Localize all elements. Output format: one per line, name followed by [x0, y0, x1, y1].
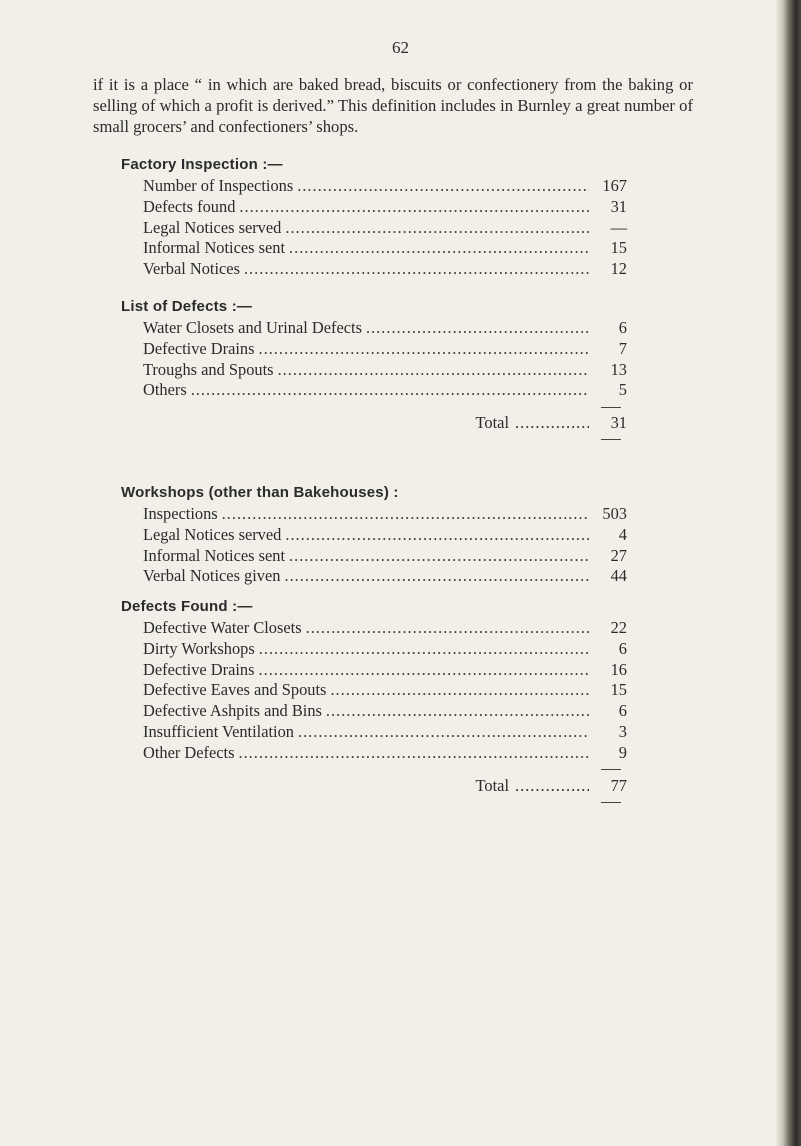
row-label: Water Closets and Urinal Defects: [143, 318, 362, 337]
row-label: Defective Drains: [143, 659, 255, 679]
table-row: [143, 680, 627, 701]
table-row: [143, 525, 627, 546]
row-label: Number of Inspections: [143, 176, 294, 195]
table-row: [143, 701, 627, 722]
row-label: Defective Water Closets: [143, 618, 302, 637]
row-label: Defective Ashpits and Bins: [143, 701, 322, 721]
row-label: Insufficient Ventilation: [143, 721, 294, 741]
leader-dots: [306, 618, 589, 639]
row-value: 6: [618, 701, 627, 721]
leader-dots: [259, 660, 590, 681]
total-value: 77: [610, 775, 627, 795]
row-value: 3: [618, 721, 627, 741]
row-label: Inspections: [143, 504, 218, 523]
row-value: 27: [610, 545, 627, 565]
row-value: 15: [610, 680, 627, 700]
leader-dots: [515, 776, 589, 797]
leader-dots: [285, 525, 589, 546]
leader-dots: [278, 360, 589, 381]
total-label: Total: [475, 413, 509, 433]
table-row: [143, 660, 627, 681]
table-row: [143, 639, 627, 660]
table-row: [143, 360, 627, 381]
row-value: 22: [610, 618, 627, 637]
table-row: [143, 566, 627, 587]
row-value: 15: [610, 238, 627, 258]
row-value: 16: [610, 659, 627, 679]
table-row: [143, 722, 627, 743]
leader-dots: [289, 238, 589, 259]
row-value: 13: [610, 359, 627, 379]
row-label: Legal Notices served: [143, 217, 282, 237]
row-label: Defective Drains: [143, 338, 255, 358]
leader-dots: [259, 639, 589, 660]
divider: [601, 802, 621, 803]
defects-found-section: [121, 596, 627, 808]
leader-dots: [330, 680, 589, 701]
row-label: Others: [143, 380, 187, 400]
row-label: Verbal Notices given: [143, 566, 281, 586]
book-spine-shadow: [775, 0, 801, 1146]
leader-dots: [298, 722, 589, 743]
workshops-section: [121, 482, 627, 587]
section-heading: List of Defects :—: [121, 298, 253, 315]
table-row: [143, 218, 627, 239]
leader-dots: [285, 218, 589, 239]
row-value: 9: [618, 742, 627, 762]
leader-dots: [239, 197, 589, 218]
total-row: [121, 413, 627, 434]
table-row: [143, 339, 627, 360]
row-label: Defective Eaves and Spouts: [143, 680, 327, 700]
row-label: Defects found: [143, 196, 236, 216]
row-value: 6: [618, 638, 627, 658]
table-row: [143, 504, 627, 525]
leader-dots: [515, 413, 589, 434]
table-row: [143, 238, 627, 259]
leader-dots: [284, 566, 589, 587]
leader-dots: [191, 380, 589, 401]
row-label: Verbal Notices: [143, 259, 240, 279]
row-value: 503: [602, 504, 627, 523]
row-label: Other Defects: [143, 742, 235, 762]
intro-paragraph: if it is a place “ in which are baked bread, biscuits or confectionery from the baking or selling of which a profit is derived.” This definition includes in Burnley a great number of small grocers’ and confectioners’ shops.: [93, 75, 693, 136]
row-value: 167: [602, 176, 627, 195]
row-value: —: [610, 217, 627, 237]
leader-dots: [222, 504, 589, 525]
sum-rule: [121, 796, 627, 808]
page-number: 62: [392, 38, 409, 57]
leader-dots: [366, 318, 589, 339]
leader-dots: [259, 339, 590, 360]
row-label: Legal Notices served: [143, 524, 282, 544]
divider: [601, 407, 621, 408]
divider: [601, 439, 621, 440]
sum-rule: [121, 401, 627, 413]
row-value: 6: [618, 318, 627, 337]
row-label: Dirty Workshops: [143, 638, 255, 658]
table-row: [143, 259, 627, 280]
divider: [601, 769, 621, 770]
total-label: Total: [475, 775, 509, 795]
row-value: 5: [618, 380, 627, 400]
leader-dots: [289, 546, 589, 567]
table-row: [143, 546, 627, 567]
row-label: Troughs and Spouts: [143, 359, 274, 379]
total-row: [121, 776, 627, 797]
table-row: [143, 197, 627, 218]
factory-inspection-section: [121, 154, 627, 280]
row-label: Informal Notices sent: [143, 545, 286, 565]
section-heading: Workshops (other than Bakehouses) :: [121, 484, 399, 501]
row-value: 4: [618, 524, 627, 544]
row-label: Informal Notices sent: [143, 238, 286, 258]
total-value: 31: [610, 413, 627, 433]
leader-dots: [238, 743, 589, 764]
table-row: [143, 618, 627, 639]
row-value: 31: [610, 196, 627, 216]
table-row: [143, 176, 627, 197]
section-heading: Factory Inspection :—: [121, 156, 283, 173]
leader-dots: [297, 176, 589, 197]
list-of-defects-section: [121, 296, 627, 446]
sum-rule: [121, 434, 627, 446]
row-value: 7: [618, 338, 627, 358]
table-row: [143, 743, 627, 764]
leader-dots: [244, 259, 589, 280]
table-row: [143, 380, 627, 401]
section-heading: Defects Found :—: [121, 598, 253, 615]
leader-dots: [326, 701, 589, 722]
table-row: [143, 318, 627, 339]
row-value: 44: [610, 566, 627, 586]
sum-rule: [121, 764, 627, 776]
row-value: 12: [610, 259, 627, 279]
